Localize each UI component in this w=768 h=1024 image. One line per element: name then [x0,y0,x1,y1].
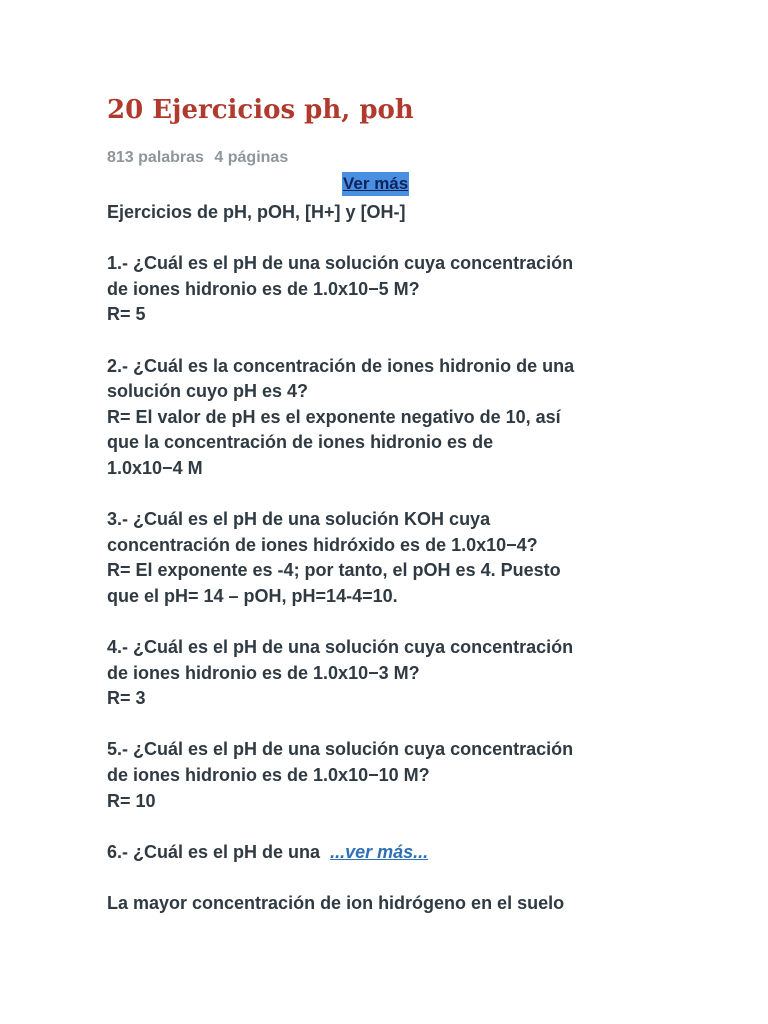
next-document-excerpt: La mayor concentración de ion hidrógeno en el suelo [107,893,565,914]
word-count: 813 palabras [107,149,204,166]
question-6-line [107,840,707,866]
question-4-line-2: de iones hidronio es de 1.0x10−3 M? [107,662,420,683]
question-5-line-1: 5.- ¿Cuál es el pH de una solución cuya concentración [107,739,574,760]
answer-4: R= 3 [107,688,146,709]
answer-2-line-3: 1.0x10−4 M [107,457,203,478]
document-body [107,200,707,917]
answer-2-line-1: R= El valor de pH es el exponente negativo de 10, así [107,406,561,427]
spacer [107,610,707,636]
spacer [107,226,707,252]
page-count: 4 páginas [214,149,289,166]
document-title: 20 Ejercicios ph, poh [107,95,414,125]
ver-mas-container [342,172,409,196]
answer-3-line-1: R= El exponente es -4; por tanto, el pOH es 4. Puesto [107,560,561,581]
question-4-line-1: 4.- ¿Cuál es el pH de una solución cuya concentración [107,637,574,658]
question-3-line-1: 3.- ¿Cuál es el pH de una solución KOH cuya [107,509,491,530]
question-2-line-1: 2.- ¿Cuál es la concentración de iones hidronio de una [107,355,575,376]
spacer [107,712,707,738]
question-5-line-2: de iones hidronio es de 1.0x10−10 M? [107,765,430,786]
spacer [107,814,707,840]
answer-1: R= 5 [107,304,146,325]
intro-heading: Ejercicios de pH, pOH, [H+] y [OH-] [107,202,406,222]
answer-2-line-2: que la concentración de iones hidronio es de [107,432,494,453]
ver-mas-link[interactable]: ...ver más... [330,841,429,862]
spacer [107,482,707,508]
document-meta [107,148,294,168]
question-1-line-2: de iones hidronio es de 1.0x10−5 M? [107,278,420,299]
question-2-line-2: solución cuyo pH es 4? [107,381,309,402]
question-6-text: 6.- ¿Cuál es el pH de una [107,841,321,862]
question-1-line-1: 1.- ¿Cuál es el pH de una solución cuya concentración [107,253,574,274]
spacer [107,328,707,354]
question-3-line-2: concentración de iones hidróxido es de 1.0x10−4? [107,534,538,555]
spacer [107,865,707,891]
ver-mas-button[interactable]: Ver más [342,172,409,196]
answer-5: R= 10 [107,790,156,811]
answer-3-line-2: que el pH= 14 – pOH, pH=14-4=10. [107,585,398,606]
